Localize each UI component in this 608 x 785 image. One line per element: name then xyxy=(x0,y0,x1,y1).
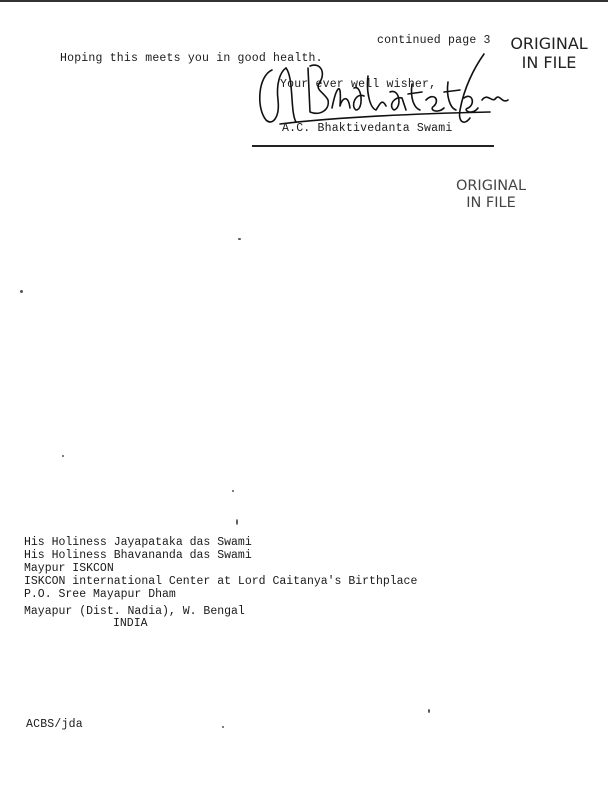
address-line: His Holiness Jayapataka das Swami xyxy=(24,536,252,549)
reference-initials: ACBS/jda xyxy=(26,718,83,731)
continued-note: continued page 3 xyxy=(377,34,491,47)
original-in-file-stamp-2 xyxy=(446,178,536,212)
ink-speck xyxy=(62,455,64,457)
address-line: INDIA xyxy=(113,617,148,631)
ink-speck xyxy=(236,519,238,525)
stamp2-line-1: ORIGINAL xyxy=(455,178,527,194)
top-edge-line xyxy=(0,0,608,2)
address-line: His Holiness Bhavananda das Swami xyxy=(24,548,252,562)
valediction: Your ever well wisher, xyxy=(280,78,437,91)
signature-rule xyxy=(252,145,494,147)
stamp-line-1: ORIGINAL xyxy=(510,34,588,53)
ink-speck xyxy=(232,490,234,492)
address-line: ISKCON international Center at Lord Caitanya's Birthplace xyxy=(24,574,418,588)
closing-line: Hoping this meets you in good health. xyxy=(60,52,323,65)
stamp2-line-2: IN FILE xyxy=(466,195,516,211)
ink-speck xyxy=(238,238,241,240)
stamp-line-2: IN FILE xyxy=(521,53,577,72)
address-block xyxy=(24,537,417,631)
original-in-file-stamp xyxy=(508,34,590,72)
ink-speck xyxy=(428,709,430,713)
ink-speck xyxy=(222,726,224,728)
ink-speck xyxy=(20,290,23,293)
address-line: P.O. Sree Mayapur Dham xyxy=(24,587,176,601)
signatory-name: A.C. Bhaktivedanta Swami xyxy=(282,122,453,135)
address-line: Mayapur (Dist. Nadia), W. Bengal xyxy=(24,604,245,618)
address-line: Maypur ISKCON xyxy=(24,561,114,575)
